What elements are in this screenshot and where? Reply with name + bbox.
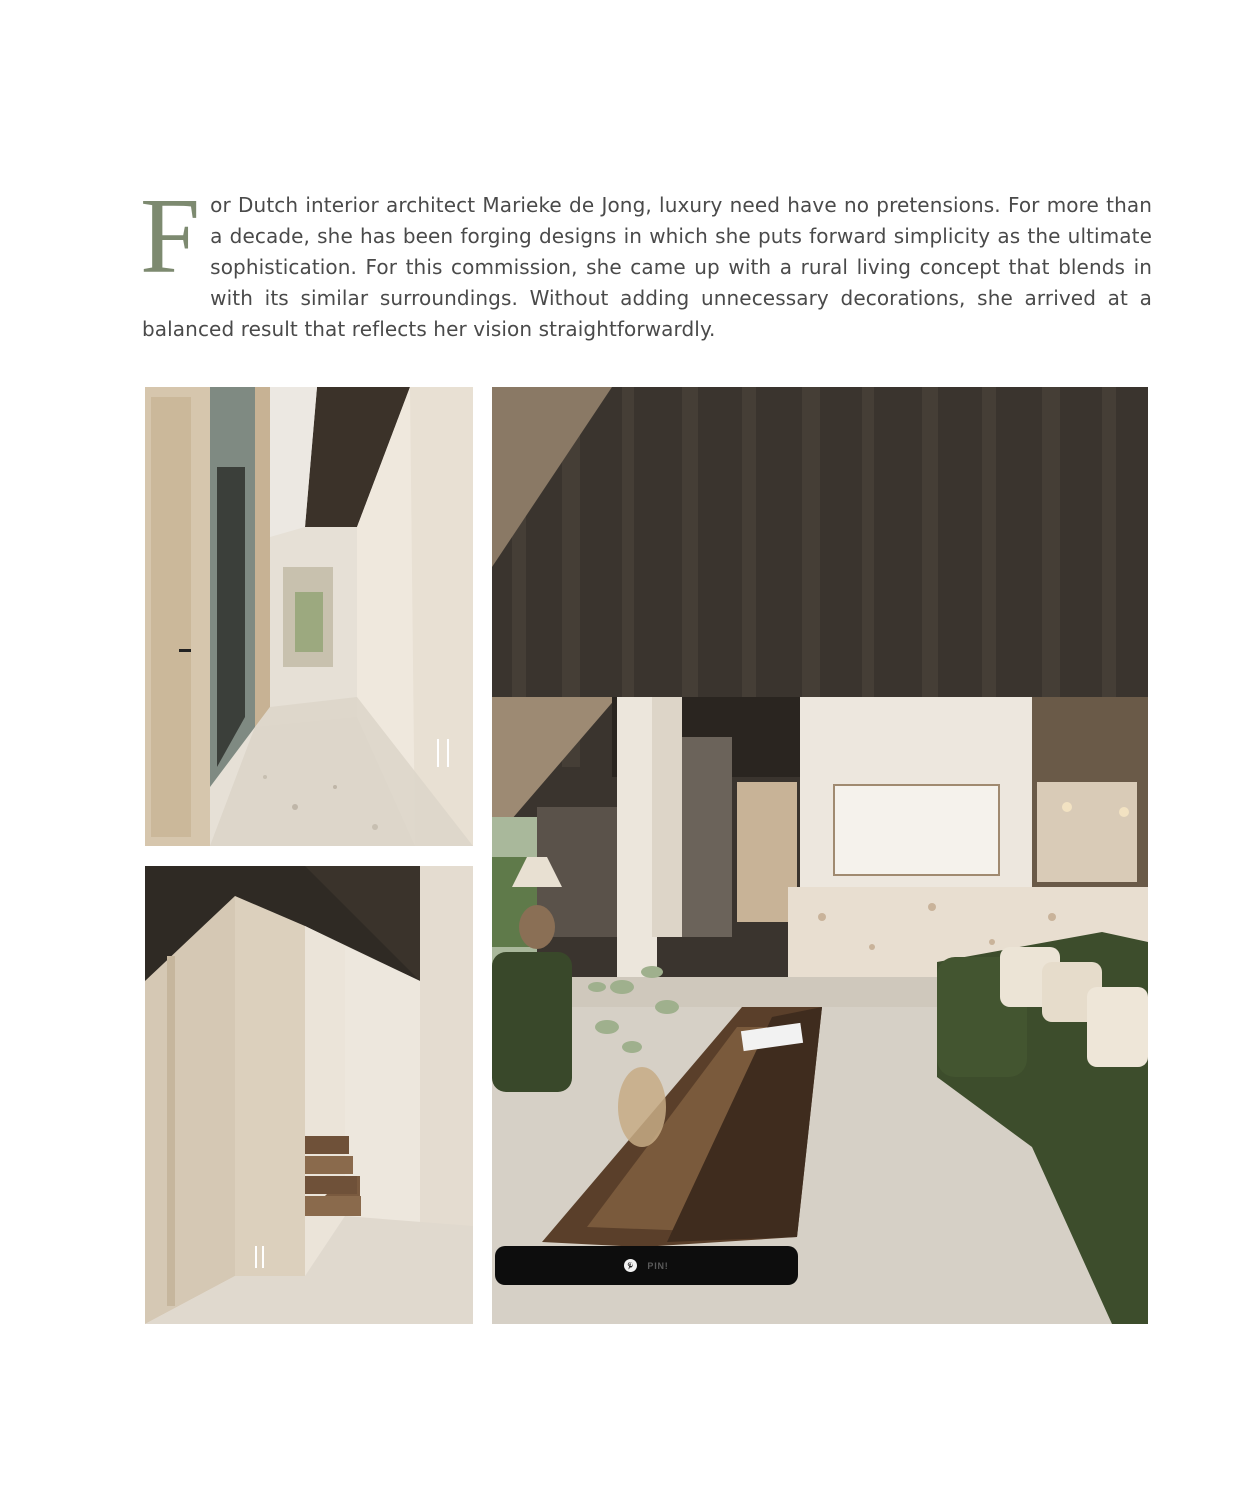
pin-label: PIN!	[647, 1260, 669, 1271]
intro-paragraph	[140, 177, 1152, 345]
drop-cap: F	[140, 177, 201, 296]
pin-button[interactable]	[495, 1246, 798, 1285]
corridor-illustration	[145, 387, 473, 846]
corridor-photo	[145, 387, 473, 846]
living-room-photo	[492, 387, 1148, 1324]
staircase-photo	[145, 866, 473, 1324]
living-room-illustration	[492, 387, 1148, 1324]
staircase-illustration	[145, 866, 473, 1324]
pinterest-icon	[624, 1259, 637, 1272]
intro-text: or Dutch interior architect Marieke de Jong, luxury need have no pretensions. For more than a decade, she has been forging designs in which she puts forward simplicity as the ultimate sophistication. For this commission, she came up with a rural living concept that blends in with its similar surroundings. Without adding unnecessary decorations, she arrived at a balanced result that reflects her vision straightforwardly.	[142, 193, 1152, 341]
